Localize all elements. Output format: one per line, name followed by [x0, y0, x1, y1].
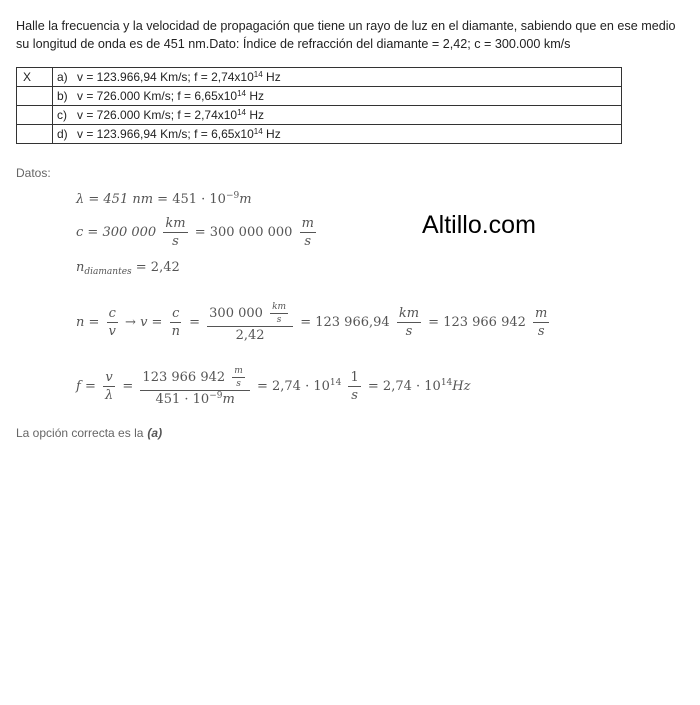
option-value: v = 726.000 Km/s; f = 6,65x10: [77, 89, 238, 103]
option-row-d: [17, 125, 622, 144]
fraction: [163, 216, 187, 249]
option-text: [53, 106, 622, 125]
fraction-denominator: 2,42: [235, 328, 265, 343]
option-value: v = 123.966,94 Km/s; f = 2,74x10: [77, 70, 254, 84]
fraction-numerator: m: [301, 216, 314, 231]
fraction: [270, 302, 288, 325]
formula-wavelength: [76, 192, 252, 207]
formula-text: = 2,74 · 10: [256, 379, 330, 394]
option-text: [53, 68, 622, 87]
fraction-numerator: [207, 302, 293, 327]
formula-text: n: [76, 260, 85, 275]
option-unit: Hz: [249, 108, 265, 122]
fraction-numerator: c: [172, 306, 180, 321]
formula-exponent: −9: [225, 191, 240, 201]
fraction: [107, 306, 118, 339]
question-text: Halle la frecuencia y la velocidad de propagación que tiene un rayo de luz en el diamante, sabiendo que en ese medio su longitud de onda es de 451 nm.Dato: Índice de refracción del diamante = 2,42; c = 300.000 km/s: [16, 19, 676, 51]
formula-text: 123 966 942: [142, 370, 226, 385]
formula-frequency: [76, 366, 470, 407]
option-value: v = 726.000 Km/s; f = 2,74x10: [77, 108, 238, 122]
fraction-numerator: 1: [350, 370, 359, 385]
option-unit: Hz: [266, 70, 281, 84]
option-letter: c): [57, 108, 67, 122]
fraction-numerator: km: [272, 302, 287, 312]
fraction: [397, 306, 421, 339]
option-letter: b): [57, 89, 68, 103]
formula-text: m: [239, 192, 252, 207]
option-row-c: [17, 106, 622, 125]
formula-text: m: [222, 392, 235, 407]
fraction-denominator: s: [172, 234, 179, 249]
fraction: [170, 306, 182, 339]
formula-text: = 2,42: [131, 260, 180, 275]
fraction-denominator: s: [405, 324, 413, 339]
formula-text: → v =: [125, 315, 163, 330]
formula-text: λ = 451: [76, 192, 133, 207]
formula-subscript: diamantes: [84, 267, 132, 277]
formula-text: f =: [76, 379, 96, 394]
option-mark: X: [17, 68, 53, 87]
fraction-denominator: s: [537, 324, 545, 339]
formula-text: c = 300 000: [76, 225, 157, 240]
formula-refraction-index: [76, 260, 180, 275]
fraction: [103, 370, 115, 403]
fraction-denominator: s: [276, 315, 282, 325]
fraction-denominator: s: [304, 234, 312, 249]
formula-text: n =: [76, 315, 100, 330]
fraction-numerator: v: [105, 370, 113, 385]
formula-text: = 123 966 942: [428, 315, 526, 330]
formula-text: = 451 · 10: [153, 192, 226, 207]
option-mark: [17, 106, 53, 125]
option-unit: Hz: [249, 89, 265, 103]
option-mark: [17, 87, 53, 106]
fraction-numerator: c: [108, 306, 116, 321]
option-row-b: [17, 87, 622, 106]
formula-text: 300 000: [209, 306, 263, 321]
option-exponent: 14: [237, 89, 247, 98]
fraction: [232, 366, 245, 389]
fraction: [533, 306, 549, 339]
formula-text: = 300 000 000: [194, 225, 293, 240]
fraction-denominator: n: [171, 324, 180, 339]
formula-exponent: 14: [329, 378, 342, 388]
fraction: [348, 370, 360, 403]
answer-choice: (a): [147, 426, 163, 440]
formula-exponent: −9: [209, 391, 223, 401]
option-exponent: 14: [237, 108, 247, 117]
fraction-denominator: s: [351, 388, 358, 403]
fraction: [207, 302, 293, 343]
fraction-numerator: [140, 366, 249, 391]
formula-text: Hz: [452, 379, 471, 394]
formula-text: 451 · 10: [155, 392, 210, 407]
formula-text: nm: [132, 192, 154, 207]
option-mark: [17, 125, 53, 144]
formula-text: = 2,74 · 10: [367, 379, 441, 394]
options-table: [16, 67, 622, 144]
formula-text: =: [122, 379, 134, 394]
fraction-denominator: [153, 391, 236, 407]
fraction: [140, 366, 249, 407]
formula-text: = 123 966,94: [300, 315, 390, 330]
option-letter: a): [57, 70, 68, 84]
fraction-numerator: km: [165, 216, 186, 231]
fraction-numerator: km: [398, 306, 420, 321]
option-letter: d): [57, 127, 68, 141]
formula-text: =: [189, 315, 201, 330]
datos-label: Datos:: [16, 166, 51, 180]
option-exponent: 14: [253, 127, 263, 136]
formula-light-speed: [76, 216, 319, 249]
answer-line: [16, 426, 162, 440]
answer-text: La opción correcta es la: [16, 426, 144, 440]
formula-exponent: 14: [440, 378, 453, 388]
fraction-denominator: v: [108, 324, 116, 339]
option-unit: Hz: [266, 127, 281, 141]
option-text: [53, 125, 622, 144]
fraction-denominator: s: [236, 379, 241, 389]
fraction: [300, 216, 316, 249]
option-exponent: 14: [253, 70, 263, 79]
formula-velocity: [76, 302, 552, 343]
option-row-a: [17, 68, 622, 87]
fraction-numerator: m: [535, 306, 548, 321]
fraction-denominator: λ: [104, 388, 114, 403]
fraction-numerator: m: [234, 366, 243, 376]
watermark-logo: Altillo.com: [422, 211, 536, 239]
option-value: v = 123.966,94 Km/s; f = 6,65x10: [77, 127, 254, 141]
option-text: [53, 87, 622, 106]
